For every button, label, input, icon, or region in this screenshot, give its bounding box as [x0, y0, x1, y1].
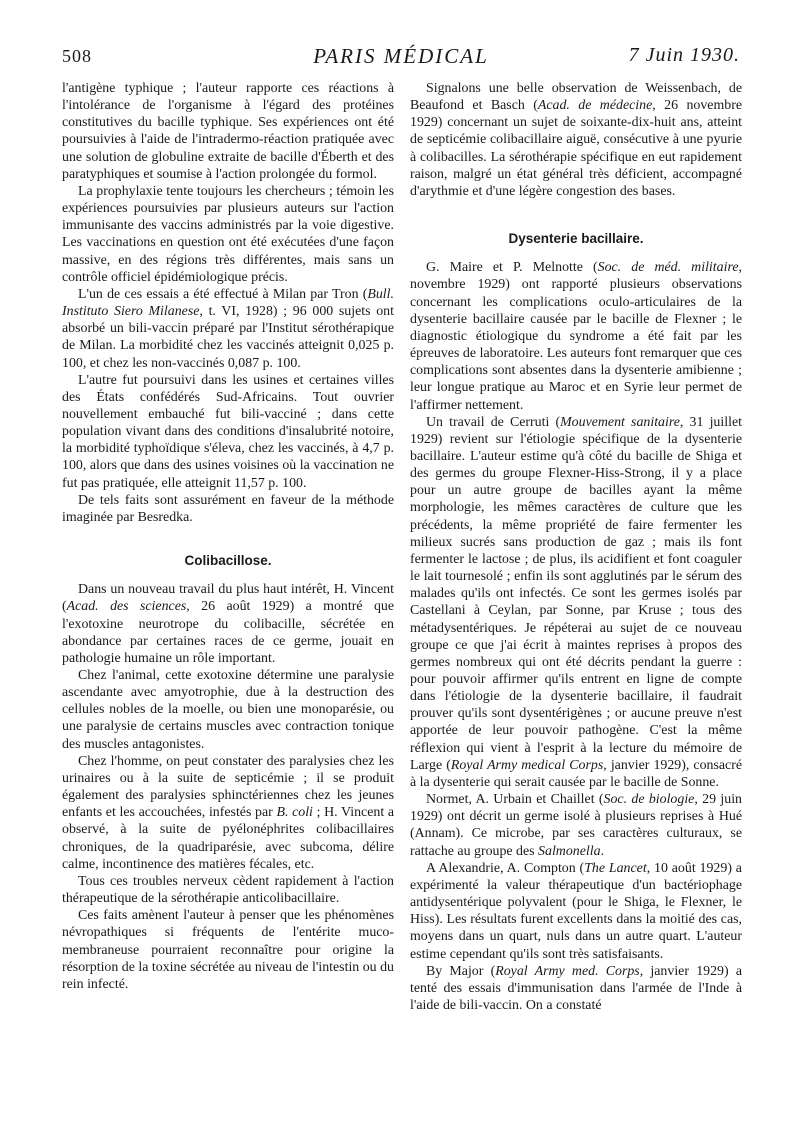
paragraph — [410, 259, 742, 413]
text-run: , 10 août 1929) a expérimenté la valeur thérapeutique d'un bactériophage antidysentérique polyvalent (pour le Shiga, le Flexner, le Hiss). Les résultats furent excellents dans la moitié des cas, moyens dans un quart, nuls dans un autre quart. L'auteur estime cependant qu'ils sont très satisfaisants. — [410, 860, 742, 962]
text-run: , 31 juillet 1929) revient sur l'étiologie spécifique de la dysenterie bacillaire. L'auteur estime qu'à côté du bacille de Shiga et des germes du groupe Flexner-Hiss-Strong, il y a place pour un autre groupe de bacilles ayant la même morphologie, les mêmes caractères de culture que les précédents, la même propriété de faire fermenter les milieux sucrés sans production de gaz ; mais ils font fermenter le lactose ; de plus, ils acidifient et font coaguler le lait tournesolé ; enfin ils sont agglutinés par le sérum des malades qu'ils ont infectés. Ce sont les germes isolés par Castellani à Ceylan, par Sonne, par Kruse ; tous des métadysentériques. Je répéterai au sujet de ce nouveau groupe ce que j'ai écrit à maintes reprises à propos des germes nombreux qui ont été décrits pendant la guerre : pour pouvoir affirmer qu'ils entrent en ligne de compte dans l'étiologie de la dysenterie bacillaire, il faudrait prouver qu'ils sont dysentérigènes ; or aucune preuve n'est apportée de leur pouvoir pathogène. C'est la même réflexion qui vient à l'esprit à la lecture du mémoire de Large ( — [410, 414, 742, 773]
issue-date: 7 Juin 1930. — [628, 44, 740, 66]
paragraph — [62, 286, 394, 372]
page-header — [62, 40, 740, 70]
text-run: Chez l'homme, on peut constater des paralysies chez les urinaires ou à la suite de septicémie ; il se produit également des paralysies sphinctériennes chez les jeunes enfants et les accouchées, infestés par — [62, 753, 394, 821]
paragraph: Tous ces troubles nerveux cèdent rapidement à l'action thérapeutique de la sérothérapie anticolibacillaire. — [62, 873, 394, 907]
genus-italic: Salmonella — [538, 843, 601, 859]
species-italic: B. coli — [276, 805, 313, 821]
text-run: Un travail de Cerruti ( — [426, 414, 561, 430]
citation-italic: Acad. des sciences — [66, 599, 187, 615]
paragraph — [62, 581, 394, 667]
text-run: ; H. Vincent a observé, à la suite de pyélonéphrites colibacillaires chroniques, de la quadriparésie, avec subcoma, délire calme, incontinence des matières fécales, etc. — [62, 805, 395, 872]
paragraph: La prophylaxie tente toujours les chercheurs ; témoin les expériences poursuivies par plusieurs auteurs sur l'action immunisante des vaccins administrés par la voie digestive. Les vaccinations en question ont été exécutées d'une façon massive, en des régions très différentes, mais sans un contrôle officiel épidémiologique précis. — [62, 183, 394, 285]
paragraph — [410, 791, 742, 860]
citation-italic: Royal Army medical Corps — [450, 757, 604, 773]
text-run: A Alexandrie, A. Compton ( — [426, 860, 585, 876]
text-run: By Major ( — [426, 963, 496, 979]
paragraph: Ces faits amènent l'auteur à penser que les phénomènes névropathiques si fréquents de l'entérite muco-membraneuse pourraient reconnaître pour origine la résorption de la toxine sécrétée au niveau de l'intestin ou du rein infecté. — [62, 908, 394, 992]
citation-italic: Bull. Instituto Siero Milanese — [62, 286, 394, 320]
citation-italic: Soc. de méd. militaire — [597, 260, 739, 276]
text-run: Signalons une belle observation de Weissenbach, de Beaufond et Basch ( — [410, 81, 742, 114]
citation-italic: Soc. de biologie — [603, 792, 695, 808]
text-run: , 29 juin 1929) ont décrit un germe isolé à plusieurs reprises à Hué (Annam). Ce microbe, par ses caractères culturaux, se rattache au groupe des — [410, 792, 742, 859]
text-run: Dans un nouveau travail du plus haut intérêt, H. Vincent ( — [62, 582, 394, 615]
text-run: , janvier 1929), consacré à la dysenterie qui serait causée par le bacille de Sonne. — [410, 757, 743, 790]
paragraph — [410, 860, 742, 963]
citation-italic: The Lancet — [584, 860, 647, 876]
paragraph: Chez l'animal, cette exotoxine détermine une paralysie ascendante avec amyotrophie, due à la destruction des cellules nobles de la moelle, ou bien une monoparésie, ou une paralysie de certains muscles avec contraction tonique des muscles antagonistes. — [62, 668, 394, 752]
text-run: , novembre 1929) ont rapporté plusieurs observations concernant les complications oculo-articulaires de la dysenterie bacillaire causée par le bacille de Flexner ; le diagnostic étiologique du syndrome a été fait par les épreuves de laboratoire. Les auteurs font remarquer que ces complications sont absentes dans la dysenterie amibienne ; leur longue pratique au Maroc et en Syrie leur permet de l'affirmer nettement. — [410, 260, 742, 413]
left-column — [62, 80, 394, 993]
text-run: , 26 août 1929) a montré que l'exotoxine neurotrope du colibacille, sécrétée en abondance par certaines races de ce germe, jouait en pathologie humaine un rôle important. — [62, 599, 394, 666]
paragraph: L'autre fut poursuivi dans les usines et certaines villes des États confédérés Sud-Africains. Tout ouvrier nouvellement embauché fut bili-vacciné ; dans cette population vivant dans des conditions d'insalubrité notoire, la morbidité typhoïdique s'éleva, chez les vaccinés, à 4,7 p. 100, alors que dans des usines voisines où la vaccination ne fut pas pratiquée, elle atteignit 11,57 p. 100. — [62, 372, 394, 491]
section-heading-colibacillose: Colibacillose. — [184, 553, 272, 569]
paragraph — [410, 80, 742, 200]
journal-title: PARIS MÉDICAL — [313, 44, 489, 68]
citation-italic: Acad. de médecine — [537, 98, 653, 114]
text-run: L'un de ces essais a été effectué à Milan par Tron ( — [78, 286, 368, 302]
citation-italic: Royal Army med. Corps — [495, 963, 640, 979]
paragraph — [62, 753, 394, 873]
section-heading-dysenterie: Dysenterie bacillaire. — [508, 231, 644, 247]
text-run: , t. VI, 1928) ; 96 000 sujets ont absorbé un bili-vaccin préparé par l'Institut sérothérapique de Milan. La morbidité chez les vaccinés atteignit 0,025 p. 100, et chez les non-vaccinés 0,087 p. 100. — [62, 304, 394, 371]
paragraph — [410, 963, 742, 1014]
page-number: 508 — [62, 46, 92, 66]
paragraph — [410, 414, 742, 791]
text-run: , janvier 1929) a tenté des essais d'immunisation dans l'armée de l'Inde à l'aide de bili-vaccin. On a constaté — [410, 963, 742, 1013]
text-run: . — [600, 843, 605, 859]
text-run: , 26 novembre 1929) concernant un sujet de soixante-dix-huit ans, atteint de septicémie colibacillaire aiguë, consécutive à une pyurie à colibacilles. La sérothérapie spécifique en eut rapidement raison, malgré un état général très déficient, accompagné d'arythmie et d'une légère congestion des bases. — [410, 98, 742, 199]
paragraph: De tels faits sont assurément en faveur de la méthode imaginée par Besredka. — [62, 492, 394, 525]
paragraph: l'antigène typhique ; l'auteur rapporte ces réactions à l'intolérance de l'organisme à l'égard des protéines constitutives du bacille typhique. Ses expériences ont été poursuivies à l'aide de l'intradermo-réaction pratiquée avec une solution de globuline extraite de bacille d'Éberth et des paratyphiques et soumise à l'action prolongée du formol. — [62, 81, 394, 182]
right-column — [410, 80, 742, 1014]
text-run: Normet, A. Urbain et Chaillet ( — [426, 792, 604, 808]
citation-italic: Mouvement sanitaire — [560, 414, 680, 430]
text-run: G. Maire et P. Melnotte ( — [426, 260, 598, 276]
